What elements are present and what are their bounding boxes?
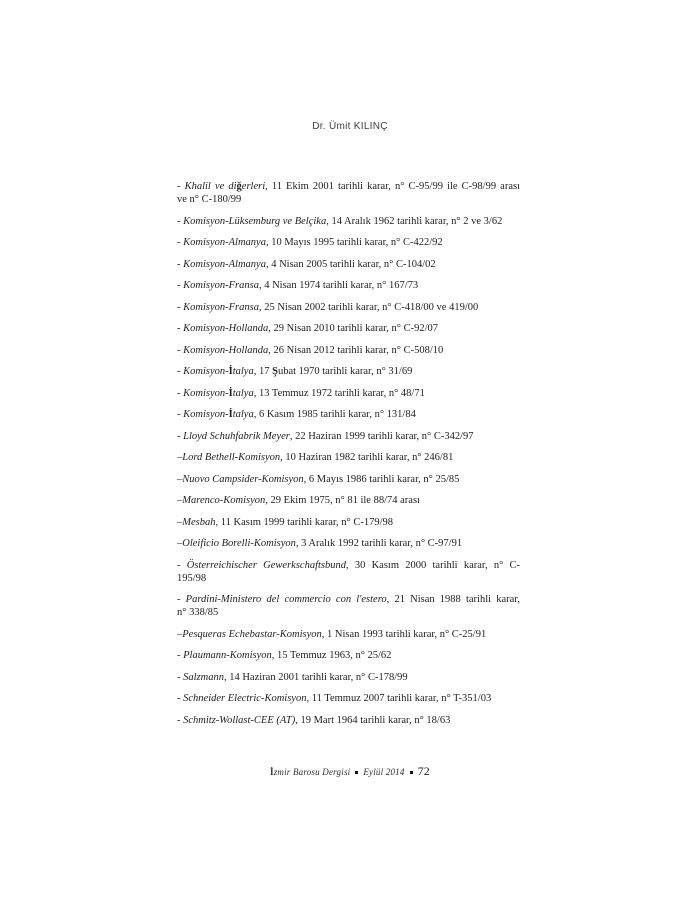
case-name: Komisyon-İtalya [183, 387, 254, 399]
square-bullet-icon [410, 771, 413, 774]
journal-name: İzmir Barosu Dergisi [270, 767, 351, 777]
case-name: Komisyon-Fransa [183, 301, 259, 313]
entry-citation: , 11 Kasım 1999 tarihli karar, n° C-179/98 [215, 516, 393, 528]
case-name: Oleificio Borelli-Komisyon [182, 538, 296, 549]
entry-citation: , 21 Nisan 1988 tarihli karar, [386, 594, 520, 605]
case-entry [177, 628, 520, 641]
case-entry [177, 649, 520, 662]
entry-line-2: 195/98 [177, 572, 207, 584]
case-entry [177, 258, 520, 271]
entry-line-1 [177, 593, 520, 606]
entry-citation: , 22 Haziran 1999 tarihli karar, n° C-342/97 [289, 430, 474, 442]
square-bullet-icon [355, 771, 358, 774]
case-name: Schmitz-Wollast-CEE (AT) [183, 714, 296, 726]
entry-dash: - [177, 409, 184, 420]
case-entry [177, 473, 520, 486]
page-footer [0, 764, 700, 779]
entry-citation: , 29 Ekim 1975, n° 81 ile 88/74 arası [265, 495, 420, 506]
entry-dash: – [177, 452, 183, 463]
entry-dash: - [177, 258, 184, 270]
case-name: Plaumann-Komisyon [183, 650, 272, 661]
case-entry [177, 593, 520, 619]
case-name: Khalil ve diğerleri [184, 181, 266, 192]
entry-line-2: ve n° C-180/99 [177, 194, 242, 205]
case-name: Lord Bethell-Komisyon [182, 452, 281, 463]
case-name: Komisyon-İtalya [183, 366, 254, 377]
case-entry [177, 365, 520, 378]
case-entry [177, 451, 520, 464]
entry-citation: , 3 Aralık 1992 tarihli karar, n° C-97/91 [295, 538, 463, 549]
case-name: Pesqueras Echebastar-Komisyon [182, 628, 322, 640]
case-entry [177, 537, 520, 550]
case-name: Österreichischer Gewerkschaftsbund [186, 559, 346, 571]
case-name: Komisyon-Hollanda [183, 344, 269, 356]
entry-dash: - [177, 671, 184, 683]
case-entry [177, 344, 520, 357]
page-number: 72 [417, 764, 430, 778]
case-name: Komisyon-Hollanda [183, 323, 269, 334]
entry-dash: – [177, 538, 183, 549]
case-entry [177, 180, 520, 206]
entry-citation: , 25 Nisan 2002 tarihli karar, n° C-418/00 ve 419/00 [258, 301, 479, 313]
entry-dash: – [177, 628, 183, 640]
entry-citation: , 4 Nisan 2005 tarihli karar, n° C-104/02 [265, 258, 436, 270]
entry-dash: - [177, 366, 184, 377]
case-entry [177, 559, 520, 585]
entry-citation: , 10 Mayıs 1995 tarihli karar, n° C-422/92 [265, 237, 443, 248]
entry-line-2: n° 338/85 [177, 607, 219, 618]
entry-citation: , 14 Haziran 2001 tarihli karar, n° C-178/99 [223, 671, 408, 683]
case-name: Lloyd Schuhfabrik Meyer [183, 430, 290, 442]
case-name: Schneider Electric-Komisyon [183, 693, 307, 704]
case-name: Komisyon-Fransa [183, 280, 259, 291]
entry-dash: - [177, 594, 186, 605]
entry-dash: - [177, 714, 184, 726]
case-entry [177, 516, 520, 529]
entry-dash: - [177, 650, 184, 661]
entry-dash: - [177, 301, 184, 313]
case-list [177, 180, 520, 727]
entry-dash: - [177, 387, 184, 399]
entry-citation: , 11 Temmuz 2007 tarihli karar, n° T-351/03 [306, 693, 492, 704]
entry-dash: - [177, 430, 184, 442]
entry-citation: , 10 Haziran 1982 tarihli karar, n° 246/81 [280, 452, 454, 463]
case-name: Salzmann [183, 671, 224, 683]
entry-citation: , 1 Nisan 1993 tarihli karar, n° C-25/91 [321, 628, 487, 640]
entry-citation: , 30 Kasım 2000 tarihli karar, n° C- [346, 559, 521, 571]
case-entry [177, 408, 520, 421]
entry-citation: , 4 Nisan 1974 tarihli karar, n° 167/73 [258, 280, 419, 291]
entry-citation: , 15 Temmuz 1963, n° 25/62 [271, 650, 392, 661]
entry-dash: - [177, 693, 184, 704]
entry-dash: - [177, 237, 184, 248]
entry-dash: - [177, 559, 187, 571]
case-entry [177, 215, 520, 228]
case-name: Komisyon-Almanya [183, 258, 266, 270]
entry-line-1 [177, 559, 520, 572]
case-name: Nuovo Campsider-Komisyon [182, 473, 304, 485]
entry-dash: - [177, 280, 184, 291]
entry-dash: - [177, 344, 184, 356]
entry-citation: , 13 Temmuz 1972 tarihli karar, n° 48/71 [253, 387, 425, 399]
case-name: Mesbah [182, 516, 216, 528]
entry-citation: , 29 Nisan 2010 tarihli karar, n° C-92/07 [268, 323, 439, 334]
entry-citation: , 26 Nisan 2012 tarihli karar, n° C-508/10 [268, 344, 444, 356]
case-name: Pardini-Ministero del commercio con l'estero [185, 594, 387, 605]
case-entry [177, 301, 520, 314]
case-entry [177, 692, 520, 705]
entry-citation: , 17 Şubat 1970 tarihli karar, n° 31/69 [253, 366, 413, 377]
entry-dash: - [177, 323, 184, 334]
case-entry [177, 671, 520, 684]
entry-dash: – [177, 473, 183, 485]
entry-line-1 [177, 180, 520, 193]
issue-date: Eylül 2014 [363, 767, 405, 777]
case-name: Komisyon-Lüksemburg ve Belçika [183, 215, 327, 227]
entry-citation: , 6 Kasım 1985 tarihli karar, n° 131/84 [253, 409, 416, 420]
case-name: Marenco-Komisyon [182, 495, 266, 506]
case-entry [177, 494, 520, 507]
entry-citation: , 14 Aralık 1962 tarihli karar, n° 2 ve 3/62 [326, 215, 503, 227]
case-entry [177, 430, 520, 443]
case-entry [177, 279, 520, 292]
entry-dash: – [177, 516, 183, 528]
case-entry [177, 236, 520, 249]
entry-citation: , 11 Ekim 2001 tarihli karar, n° C-95/99 ile C-98/99 arası [265, 181, 520, 192]
case-name: Komisyon-Almanya [183, 237, 266, 248]
case-entry [177, 714, 520, 727]
entry-citation: , 6 Mayıs 1986 tarihli karar, n° 25/85 [303, 473, 460, 485]
case-entry [177, 387, 520, 400]
page-header-author: Dr. Ümit KILINÇ [312, 121, 388, 132]
entry-dash: - [177, 181, 185, 192]
entry-citation: , 19 Mart 1964 tarihli karar, n° 18/63 [295, 714, 451, 726]
case-name: Komisyon-İtalya [183, 409, 254, 420]
entry-dash: - [177, 215, 184, 227]
entry-dash: – [177, 495, 183, 506]
case-entry [177, 322, 520, 335]
